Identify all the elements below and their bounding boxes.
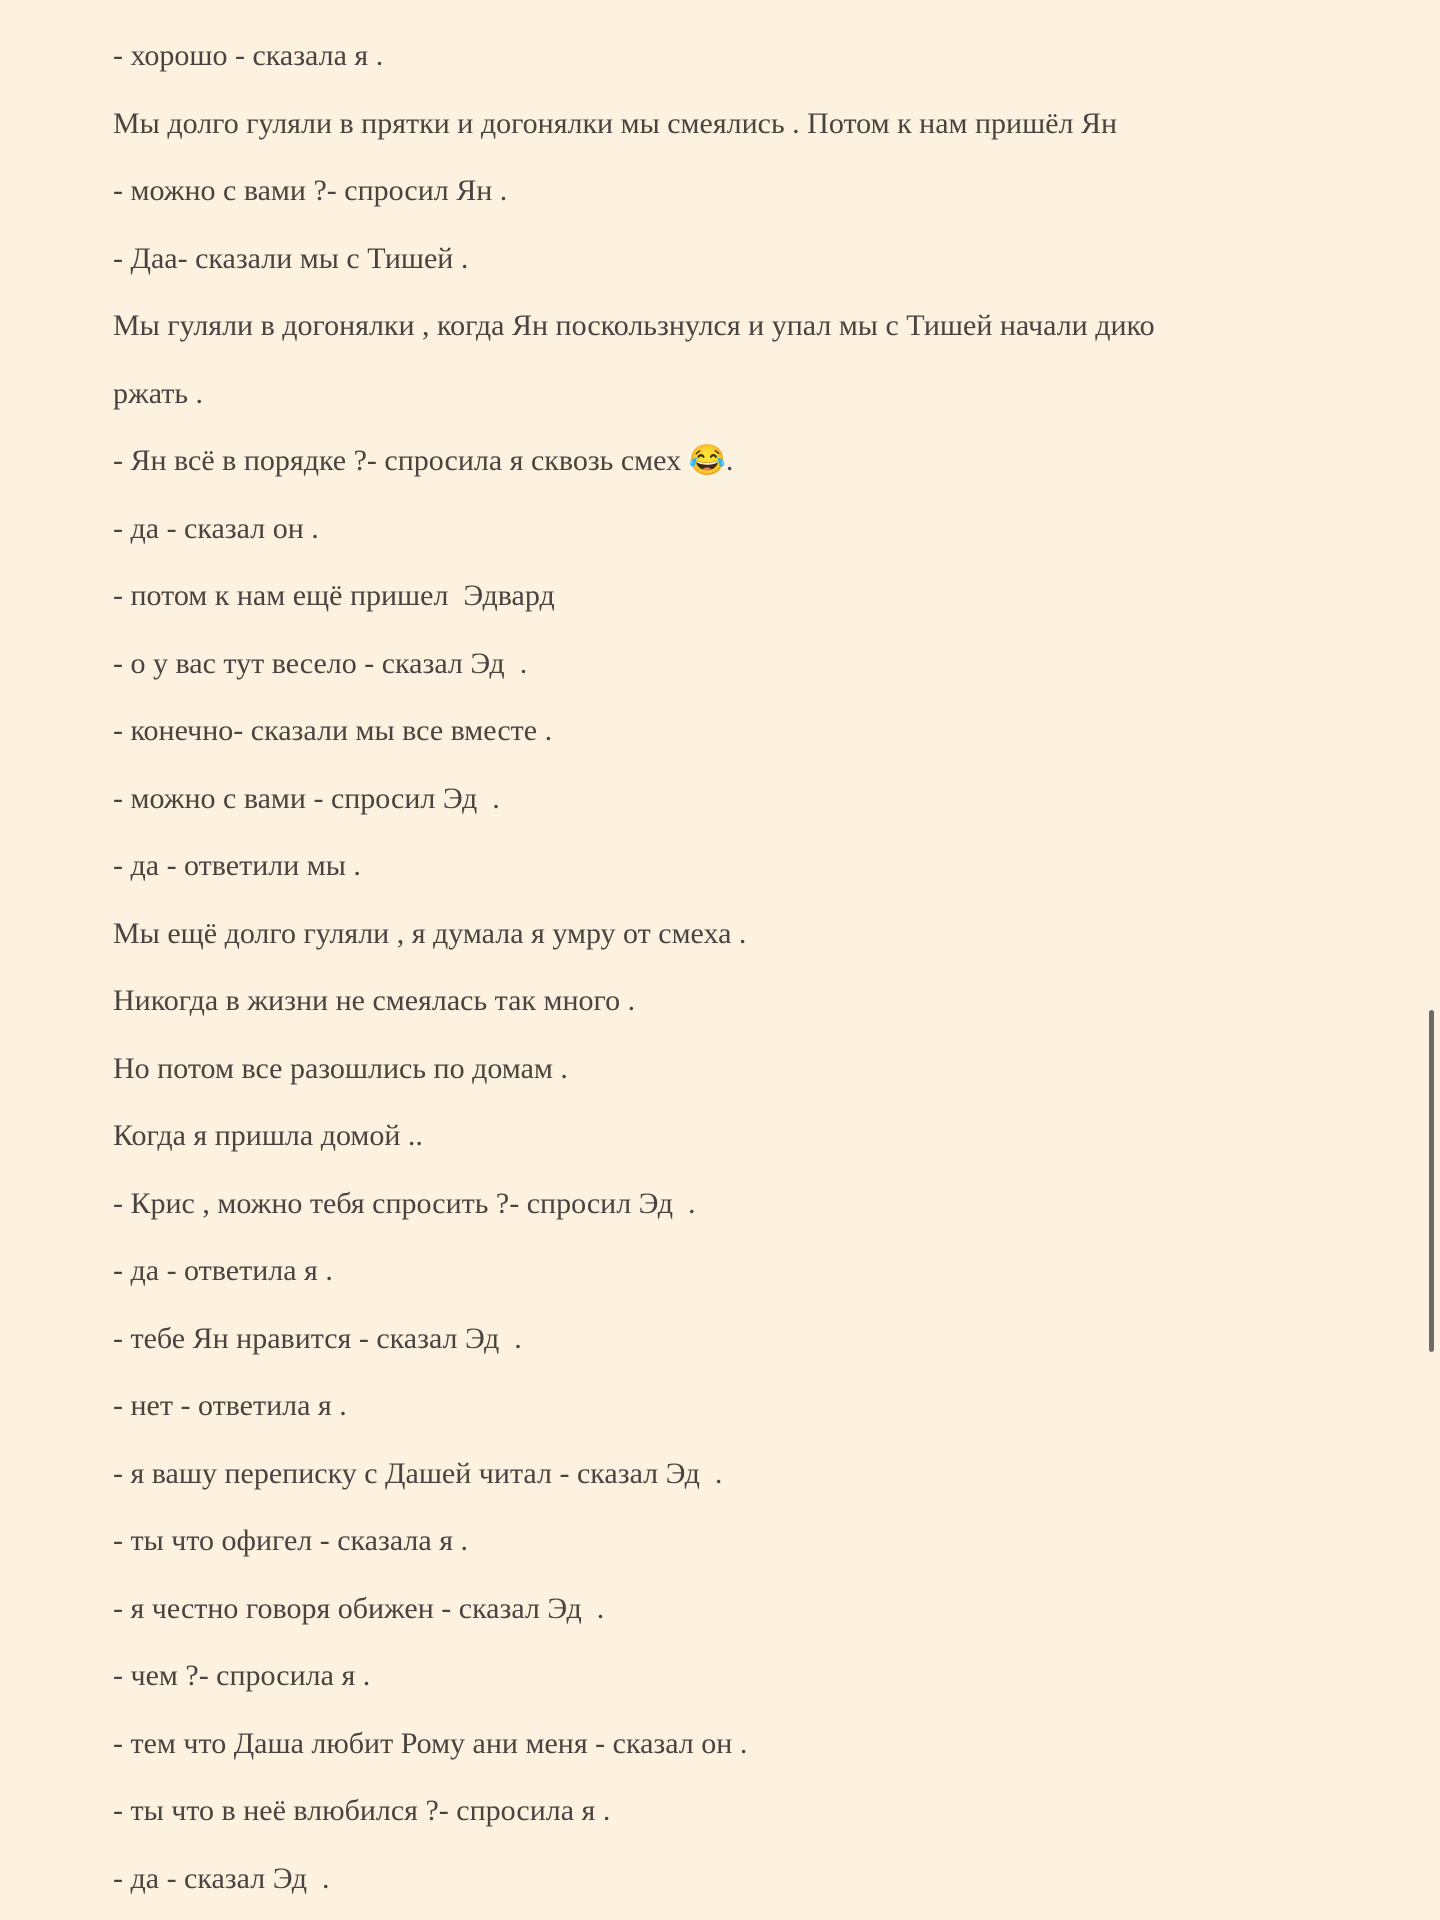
- story-line: - да - сказал Эд .: [113, 1861, 330, 1895]
- story-line: - можно с вами - спросил Эд .: [113, 781, 500, 815]
- story-line: - можно с вами ?- спросил Ян .: [113, 174, 508, 207]
- story-text: [113, 22, 1373, 1912]
- story-line: - тем что Даша любит Рому ани меня - сказал он .: [113, 1726, 748, 1760]
- story-line: - я вашу переписку с Дашей читал - сказал Эд .: [113, 1456, 723, 1490]
- story-line: - тебе Ян нравится - сказал Эд .: [113, 1321, 522, 1355]
- story-line: - да - сказал он .: [113, 511, 319, 545]
- story-line: - ты что в неё влюбился ?- спросила я .: [113, 1794, 611, 1827]
- story-line: Никогда в жизни не смеялась так много .: [113, 984, 636, 1017]
- story-line: - нет - ответила я .: [113, 1389, 347, 1422]
- story-line: ржать .: [113, 376, 204, 410]
- story-line: Когда я пришла домой ..: [113, 1119, 423, 1152]
- story-line: - Ян всё в порядке ?- спросила я сквозь смех 😂.: [113, 444, 734, 477]
- story-line: Но потом все разошлись по домам .: [113, 1051, 568, 1085]
- story-line: - Крис , можно тебя спросить ?- спросил Эд .: [113, 1186, 696, 1220]
- story-line: - да - ответила я .: [113, 1254, 333, 1287]
- story-line: Мы гуляли в догонялки , когда Ян поскользнулся и упал мы с Тишей начали дико: [113, 309, 1155, 342]
- story-line: - о у вас тут весело - сказал Эд .: [113, 646, 528, 680]
- story-line: - я честно говоря обижен - сказал Эд .: [113, 1591, 605, 1625]
- story-line: - потом к нам ещё пришел Эдвард: [113, 579, 555, 612]
- story-line: - хорошо - сказала я .: [113, 39, 384, 72]
- story-line: Мы ещё долго гуляли , я думала я умру от смеха .: [113, 916, 747, 950]
- scrollbar-thumb[interactable]: [1429, 1010, 1434, 1352]
- story-line: - Даа- сказали мы с Тишей .: [113, 241, 469, 275]
- story-line: - конечно- сказали мы все вместе .: [113, 714, 553, 747]
- story-line: - да - ответили мы .: [113, 849, 361, 882]
- story-line: Мы долго гуляли в прятки и догонялки мы смеялись . Потом к нам пришёл Ян: [113, 106, 1118, 140]
- story-line: - ты что офигел - сказала я .: [113, 1524, 469, 1557]
- story-line: - чем ?- спросила я .: [113, 1659, 371, 1692]
